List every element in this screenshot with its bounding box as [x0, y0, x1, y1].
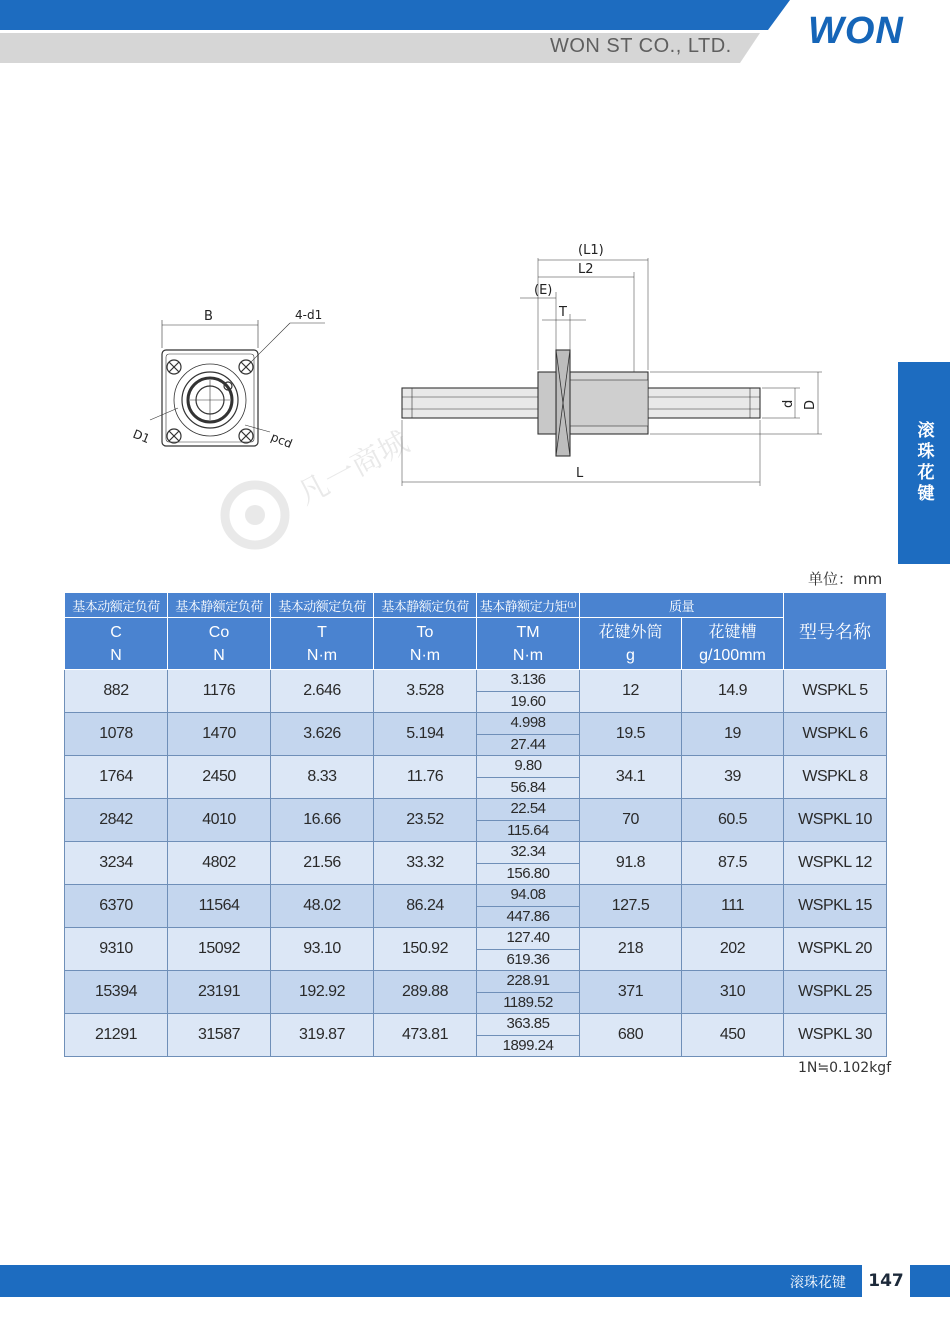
cell-co: 1470: [168, 713, 271, 756]
table-row: [65, 1014, 887, 1036]
dim-label-b: B: [204, 309, 213, 324]
cell-mass-shaft: 19: [682, 713, 784, 756]
cell-tm-single: 9.80: [477, 756, 580, 778]
cell-co: 15092: [168, 928, 271, 971]
cell-c: 3234: [65, 842, 168, 885]
dim-label-d1: D1: [130, 426, 152, 447]
company-name: WON ST CO., LTD.: [550, 35, 732, 57]
cell-t: 2.646: [271, 670, 374, 713]
cell-t: 8.33: [271, 756, 374, 799]
cell-c: 882: [65, 670, 168, 713]
cell-tm-double: 1189.52: [477, 992, 580, 1014]
page-footer: [0, 1265, 950, 1297]
cell-to: 86.24: [374, 885, 477, 928]
cell-t: 48.02: [271, 885, 374, 928]
dim-label-e: (E): [534, 283, 553, 298]
cell-mass-shaft: 310: [682, 971, 784, 1014]
table-row: [65, 713, 887, 735]
dim-label-holes: 4-d1: [295, 308, 323, 322]
cell-co: 23191: [168, 971, 271, 1014]
cell-mass-shaft: 450: [682, 1014, 784, 1057]
cell-to: 33.32: [374, 842, 477, 885]
table-row: [65, 885, 887, 907]
cell-mass-shaft: 60.5: [682, 799, 784, 842]
cell-model: WSPKL 20: [784, 928, 887, 971]
cell-c: 21291: [65, 1014, 168, 1057]
flange-front-view: [150, 320, 325, 446]
cell-tm-single: 32.34: [477, 842, 580, 864]
cell-mass-outer: 19.5: [580, 713, 682, 756]
unit-header-t: T N·m: [271, 618, 374, 670]
cell-mass-shaft: 87.5: [682, 842, 784, 885]
cell-model: WSPKL 6: [784, 713, 887, 756]
footer-bar-end: [910, 1265, 950, 1297]
won-logo: WON: [808, 10, 904, 52]
cell-co: 1176: [168, 670, 271, 713]
cell-mass-outer: 12: [580, 670, 682, 713]
conversion-note: 1N≒0.102kgf: [798, 1060, 892, 1076]
dim-label-d-small: d: [781, 399, 796, 408]
cell-t: 21.56: [271, 842, 374, 885]
spec-table: [64, 592, 887, 1057]
table-row: [65, 928, 887, 950]
section-side-tab: 滚珠花键: [898, 362, 950, 564]
cell-model: WSPKL 15: [784, 885, 887, 928]
cell-to: 11.76: [374, 756, 477, 799]
header-static-load: 基本静额定负荷: [168, 593, 271, 618]
header-model: 型号名称: [784, 593, 887, 670]
cell-to: 150.92: [374, 928, 477, 971]
cell-t: 3.626: [271, 713, 374, 756]
cell-to: 473.81: [374, 1014, 477, 1057]
table-row: [65, 670, 887, 692]
cell-tm-single: 4.998: [477, 713, 580, 735]
header-static-torque: 基本静额定负荷: [374, 593, 477, 618]
cell-co: 4010: [168, 799, 271, 842]
cell-tm-double: 156.80: [477, 863, 580, 885]
table-row: [65, 842, 887, 864]
footer-section-name: 滚珠花键: [790, 1275, 846, 1291]
cell-to: 5.194: [374, 713, 477, 756]
cell-tm-single: 363.85: [477, 1014, 580, 1036]
cell-t: 319.87: [271, 1014, 374, 1057]
cell-to: 3.528: [374, 670, 477, 713]
unit-label: 单位：mm: [808, 570, 883, 588]
cell-mass-shaft: 14.9: [682, 670, 784, 713]
cell-model: WSPKL 25: [784, 971, 887, 1014]
cell-c: 1764: [65, 756, 168, 799]
cell-tm-single: 127.40: [477, 928, 580, 950]
table-row: [65, 971, 887, 993]
cell-tm-double: 56.84: [477, 777, 580, 799]
cell-mass-shaft: 111: [682, 885, 784, 928]
technical-drawing: [0, 0, 950, 560]
cell-mass-outer: 34.1: [580, 756, 682, 799]
cell-mass-shaft: 202: [682, 928, 784, 971]
cell-co: 4802: [168, 842, 271, 885]
spline-side-view: [402, 258, 822, 486]
unit-header-outer-mass: 花键外筒 g: [580, 618, 682, 670]
header-static-moment: 基本静额定力矩⁽¹⁾: [477, 593, 580, 618]
cell-tm-double: 19.60: [477, 691, 580, 713]
cell-c: 9310: [65, 928, 168, 971]
cell-tm-single: 3.136: [477, 670, 580, 692]
cell-co: 11564: [168, 885, 271, 928]
cell-model: WSPKL 8: [784, 756, 887, 799]
cell-mass-shaft: 39: [682, 756, 784, 799]
cell-mass-outer: 218: [580, 928, 682, 971]
cell-to: 289.88: [374, 971, 477, 1014]
unit-header-co: Co N: [168, 618, 271, 670]
cell-to: 23.52: [374, 799, 477, 842]
dim-label-l2: L2: [578, 262, 594, 277]
cell-c: 1078: [65, 713, 168, 756]
cell-tm-single: 22.54: [477, 799, 580, 821]
cell-t: 93.10: [271, 928, 374, 971]
cell-t: 192.92: [271, 971, 374, 1014]
cell-tm-double: 619.36: [477, 949, 580, 971]
dim-label-l: L: [576, 466, 584, 481]
cell-tm-single: 228.91: [477, 971, 580, 993]
cell-tm-double: 115.64: [477, 820, 580, 842]
footer-bar: [0, 1265, 862, 1297]
table-row: [65, 799, 887, 821]
cell-model: WSPKL 10: [784, 799, 887, 842]
cell-c: 15394: [65, 971, 168, 1014]
cell-tm-double: 1899.24: [477, 1035, 580, 1057]
cell-c: 2842: [65, 799, 168, 842]
cell-c: 6370: [65, 885, 168, 928]
page-number: 147: [868, 1271, 904, 1291]
header-mass: 质量: [580, 593, 784, 618]
table-row: [65, 756, 887, 778]
unit-header-tm: TM N·m: [477, 618, 580, 670]
cell-tm-double: 447.86: [477, 906, 580, 928]
dim-label-d-big: D: [803, 399, 818, 410]
cell-model: WSPKL 12: [784, 842, 887, 885]
header-dynamic-torque: 基本动额定负荷: [271, 593, 374, 618]
cell-co: 2450: [168, 756, 271, 799]
cell-mass-outer: 371: [580, 971, 682, 1014]
watermark: [225, 425, 415, 545]
watermark-text: 凡一商城: [292, 424, 415, 513]
cell-tm-double: 27.44: [477, 734, 580, 756]
unit-header-shaft-mass: 花键槽 g/100mm: [682, 618, 784, 670]
dim-label-t: T: [559, 305, 567, 320]
dim-label-l1: (L1): [578, 243, 604, 258]
unit-header-c: C N: [65, 618, 168, 670]
dim-label-pcd: pcd: [268, 429, 295, 451]
cell-mass-outer: 127.5: [580, 885, 682, 928]
cell-mass-outer: 70: [580, 799, 682, 842]
cell-model: WSPKL 30: [784, 1014, 887, 1057]
cell-t: 16.66: [271, 799, 374, 842]
header-dynamic-load: 基本动额定负荷: [65, 593, 168, 618]
cell-mass-outer: 680: [580, 1014, 682, 1057]
cell-mass-outer: 91.8: [580, 842, 682, 885]
cell-tm-single: 94.08: [477, 885, 580, 907]
cell-model: WSPKL 5: [784, 670, 887, 713]
cell-co: 31587: [168, 1014, 271, 1057]
unit-header-to: To N·m: [374, 618, 477, 670]
spec-table-body: [65, 670, 887, 1057]
